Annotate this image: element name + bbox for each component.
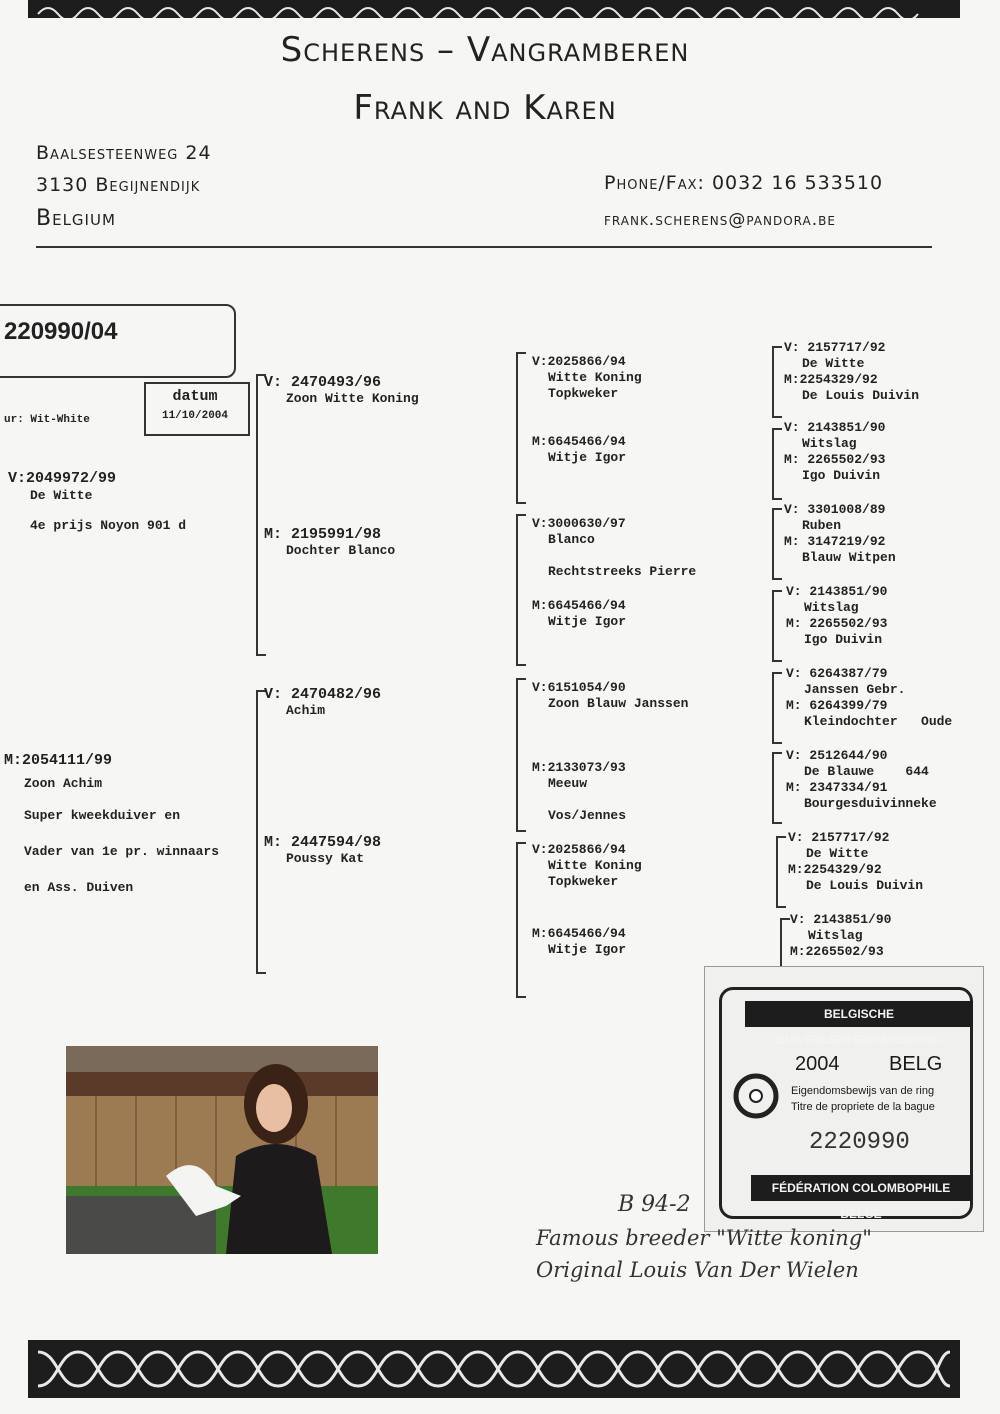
certificate-year: 2004 <box>795 1053 840 1075</box>
subject-color: ur: Wit-White <box>4 414 90 426</box>
gen2-prefix: V: <box>264 374 283 391</box>
datum-label: datum <box>172 388 218 405</box>
bottom-border <box>28 1340 960 1398</box>
gen4-m-label: M: 2265502/93 <box>786 616 888 631</box>
gen4-m-label: M:2254329/92 <box>788 862 882 877</box>
mother-name: Zoon Achim <box>24 776 103 791</box>
certificate-line2: Titre de propriete de la bague <box>791 1101 935 1113</box>
datum-value: 11/10/2004 <box>161 410 228 422</box>
gen4-bracket <box>772 590 782 662</box>
gen4-entry <box>784 420 885 484</box>
gen2-ring: 2447594/98 <box>291 834 382 851</box>
gen2-ring: 2470493/96 <box>291 374 382 391</box>
gen4-v-label: V: 2143851/90 <box>790 912 892 927</box>
gen4-m-label: M:2254329/92 <box>784 372 878 387</box>
gen4-entry <box>786 584 887 648</box>
gen4-m-name: Igo Duivin <box>802 468 881 483</box>
header-divider <box>36 246 932 248</box>
gen3-name: Zoon Blauw Janssen <box>548 696 689 711</box>
mother-note-2: Vader van 1e pr. winnaars <box>24 844 220 859</box>
gen3-bracket <box>516 514 526 666</box>
gen3-label: V:2025866/94 <box>532 842 626 857</box>
gen4-v-label: V: 6264387/79 <box>786 666 888 681</box>
gen2-entry <box>264 526 395 559</box>
email: frank.scherens@pandora.be <box>604 210 836 230</box>
gen4-m-label: M: 6264399/79 <box>786 698 888 713</box>
gen3-entry <box>532 926 626 958</box>
gen4-v-label: V: 3301008/89 <box>784 502 886 517</box>
gen4-v-name: Ruben <box>802 518 842 533</box>
gen2-name: Achim <box>286 703 326 718</box>
father-note: 4e prijs Noyon 901 d <box>30 518 187 533</box>
certificate-top-banner: BELGISCHE DUIVENLIEFHEBBERSBOND <box>745 1001 973 1027</box>
gen4-v-name: Witslag <box>808 928 863 943</box>
gen2-entry <box>264 686 381 719</box>
gen4-m-name: De Louis Duivin <box>802 388 920 403</box>
gen4-m-label: M: 3147219/92 <box>784 534 886 549</box>
page-title: Scherens – Vangramberen <box>280 30 690 70</box>
subject-ring: 220990/04 <box>4 318 118 345</box>
gen2-entry <box>264 834 381 867</box>
gen4-m-name: Kleindochter Oude <box>804 714 953 729</box>
mother-ring-number: 2054111/99 <box>22 752 113 769</box>
gen4-bracket <box>772 508 782 580</box>
gen3-entry <box>532 680 688 712</box>
address-city: 3130 Begijnendijk <box>36 174 201 196</box>
address-street: Baalsesteenweg 24 <box>36 142 212 164</box>
ring-certificate <box>704 966 984 1232</box>
gen3-extra: Vos/Jennes <box>548 808 627 823</box>
gen3-name: Witje Igor <box>548 614 627 629</box>
gen4-entry <box>786 748 937 812</box>
gen4-v-name: Janssen Gebr. <box>804 682 906 697</box>
gen4-v-label: V: 2157717/92 <box>788 830 890 845</box>
gen4-v-name: De Blauwe 644 <box>804 764 929 779</box>
gen3-label: V:2025866/94 <box>532 354 626 369</box>
certificate-number: 2220990 <box>809 1129 910 1156</box>
certificate-bottom-banner: FÉDÉRATION COLOMBOPHILE BELGE <box>751 1175 971 1201</box>
gen3-entry <box>532 354 642 402</box>
gen4-bracket <box>772 428 782 500</box>
gen4-v-label: V: 2143851/90 <box>786 584 888 599</box>
gen3-entry <box>532 760 626 824</box>
gen4-m-label: M: 2265502/93 <box>784 452 886 467</box>
gen4-bracket <box>772 752 782 824</box>
mother-ring <box>4 752 112 769</box>
mother-prefix: M: <box>4 752 23 769</box>
address-country: Belgium <box>36 206 116 231</box>
gen4-m-name: Blauw Witpen <box>802 550 896 565</box>
handwritten-line-2: Original Louis Van Der Wielen <box>536 1258 859 1282</box>
gen4-v-name: Witslag <box>802 436 857 451</box>
gen3-name: Meeuw <box>548 776 588 791</box>
gen2-ring: 2195991/98 <box>291 526 382 543</box>
gen3-entry <box>532 434 626 466</box>
gen3-label: M:6645466/94 <box>532 598 626 613</box>
gen2-bracket-bottom <box>256 690 266 974</box>
gen4-v-label: V: 2512644/90 <box>786 748 888 763</box>
gen3-entry <box>532 842 642 890</box>
gen2-prefix: V: <box>264 686 283 703</box>
gen3-name: Witje Igor <box>548 942 627 957</box>
gen4-m-label: M:2265502/93 <box>790 944 884 959</box>
gen4-bracket <box>772 672 782 744</box>
gen4-v-name: De Witte <box>806 846 869 861</box>
gen3-label: M:6645466/94 <box>532 434 626 449</box>
gen4-bracket <box>776 836 786 908</box>
gen3-name: Witje Igor <box>548 450 627 465</box>
gen2-name: Dochter Blanco <box>286 543 396 558</box>
gen4-bracket <box>780 918 790 970</box>
top-border <box>28 0 960 18</box>
gen3-label: M:6645466/94 <box>532 926 626 941</box>
gen3-label: M:2133073/93 <box>532 760 626 775</box>
gen4-v-label: V: 2143851/90 <box>784 420 886 435</box>
gen2-name: Poussy Kat <box>286 851 365 866</box>
gen4-entry <box>784 340 919 404</box>
gen4-v-label: V: 2157717/92 <box>784 340 886 355</box>
gen4-entry <box>790 912 891 960</box>
gen3-name: Blanco <box>548 532 595 547</box>
gen3-entry <box>532 598 626 630</box>
gen4-v-name: Witslag <box>804 600 859 615</box>
gen4-m-name: De Louis Duivin <box>806 878 924 893</box>
gen3-extra: Topkweker <box>548 386 619 401</box>
gen2-ring: 2470482/96 <box>291 686 382 703</box>
gen4-m-label: M: 2347334/91 <box>786 780 888 795</box>
gen2-prefix: M: <box>264 526 283 543</box>
gen3-label: V:3000630/97 <box>532 516 626 531</box>
gen3-bracket <box>516 842 526 998</box>
phone-fax: Phone/Fax: 0032 16 533510 <box>604 172 884 194</box>
handwritten-code: B 94-2 <box>618 1192 691 1217</box>
gen4-m-name: Bourgesduivinneke <box>804 796 937 811</box>
gen4-entry <box>786 666 952 730</box>
gen3-extra: Topkweker <box>548 874 619 889</box>
gen2-name: Zoon Witte Koning <box>286 391 419 406</box>
father-ring-number: 2049972/99 <box>26 470 117 487</box>
handwritten-line-1: Famous breeder "Witte koning" <box>536 1226 872 1250</box>
gen3-extra: Rechtstreeks Pierre <box>548 564 697 579</box>
certificate-rosette-icon <box>731 1071 781 1121</box>
certificate-line1: Eigendomsbewijs van de ring <box>791 1085 935 1097</box>
mother-note-1: Super kweekduiver en <box>24 808 181 823</box>
gen4-entry <box>784 502 896 566</box>
gen2-prefix: M: <box>264 834 283 851</box>
father-name: De Witte <box>30 488 93 503</box>
gen3-bracket <box>516 352 526 504</box>
gen4-v-name: De Witte <box>802 356 865 371</box>
gen2-bracket-top <box>256 374 266 656</box>
gen3-name: Witte Koning <box>548 858 642 873</box>
gen3-name: Witte Koning <box>548 370 642 385</box>
gen3-label: V:6151054/90 <box>532 680 626 695</box>
breeder-photo <box>66 1046 378 1254</box>
father-ring <box>8 470 116 487</box>
certificate-country: BELG <box>889 1053 943 1075</box>
gen3-bracket <box>516 678 526 832</box>
father-prefix: V: <box>8 470 27 487</box>
mother-note-3: en Ass. Duiven <box>24 880 134 895</box>
gen2-entry <box>264 374 419 407</box>
gen4-entry <box>788 830 923 894</box>
gen4-bracket <box>772 346 782 418</box>
page-subtitle: Frank and Karen <box>353 88 617 128</box>
gen3-entry <box>532 516 696 580</box>
gen4-m-name: Igo Duivin <box>804 632 883 647</box>
